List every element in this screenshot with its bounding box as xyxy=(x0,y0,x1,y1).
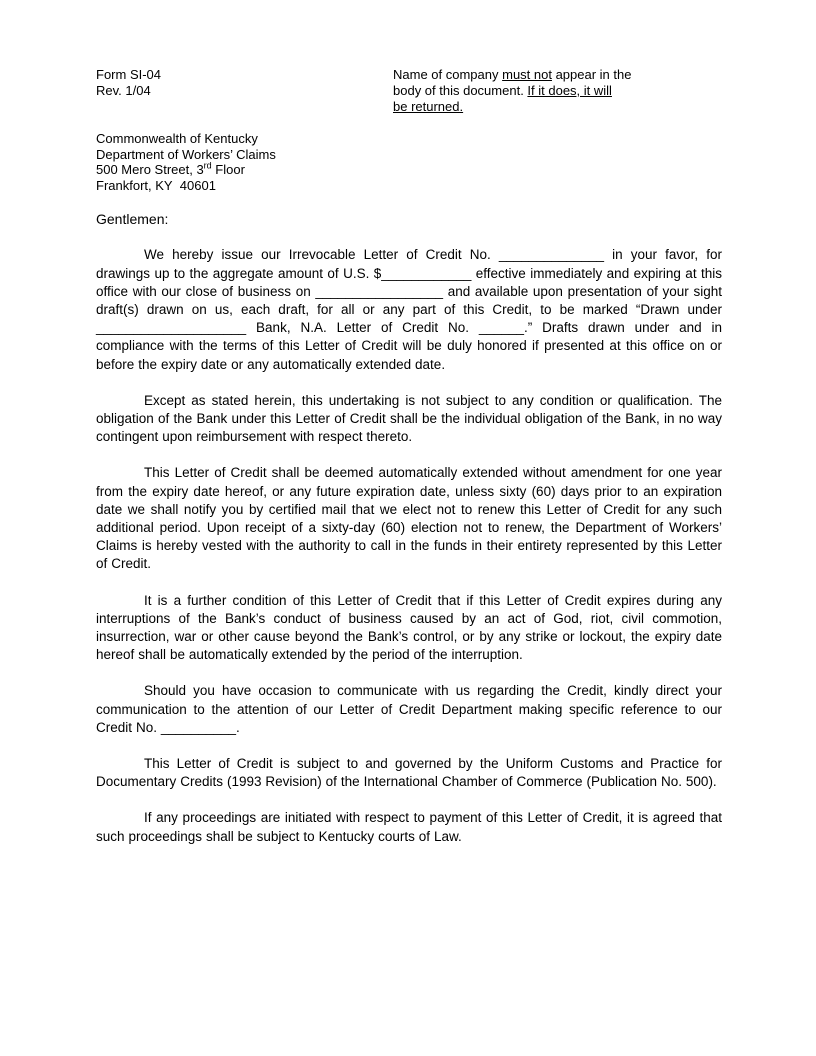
salutation: Gentlemen: xyxy=(96,211,169,228)
agency-address xyxy=(96,131,722,193)
notice-text: body of this document. xyxy=(393,82,528,98)
notice-text: appear in the xyxy=(551,67,632,82)
address-line-city: Frankfort, KY 40601 xyxy=(96,177,216,193)
paragraph-communication: Should you have occasion to communicate with us regarding the Credit, kindly direct your communication to the attention of our Letter of Credit Department making specific reference to our Credit No. __________. xyxy=(96,683,722,735)
notice-underlined-text: If it does, it will xyxy=(527,82,612,98)
paragraph-governing-rules: This Letter of Credit is subject to and governed by the Uniform Customs and Practice for Documentary Credits (1993 Revision) of the International Chamber of Commerce (Publication No. 500). xyxy=(96,756,722,790)
notice-text: Name of company xyxy=(393,67,503,82)
street-text: Floor xyxy=(211,162,245,178)
address-line-street xyxy=(96,162,722,178)
paragraph-unconditional-obligation: Except as stated herein, this undertaking is not subject to any condition or qualification. The obligation of the Bank under this Letter of Credit shall be the individual obligation of the Bank, in no way contingent upon reimbursement with respect thereto. xyxy=(96,392,722,445)
paragraph-business-interruption: It is a further condition of this Letter of Credit that if this Letter of Credit expires during any interruptions of the Bank’s conduct of business caused by an act of God, riot, civil commotion, insurrection, war or other cause beyond the Bank’s control, or by any strike or lockout, the expiry date hereof shall be automatically extended by the period of the interruption. xyxy=(96,592,722,663)
form-number: Form SI-04 xyxy=(96,67,162,82)
ordinal-suffix: rd xyxy=(203,160,212,171)
address-line-agency: Commonwealth of Kentucky xyxy=(96,131,258,146)
notice-line-3 xyxy=(393,99,693,115)
notice-line-2 xyxy=(393,83,693,99)
notice-underlined-text: must not xyxy=(502,67,552,82)
paragraph-jurisdiction: If any proceedings are initiated with respect to payment of this Letter of Credit, it is agreed that such proceedings shall be subject to Kentucky courts of Law. xyxy=(96,810,722,844)
company-name-notice xyxy=(393,67,693,114)
street-text: 500 Mero Street, 3 xyxy=(96,162,204,178)
address-line-department: Department of Workers’ Claims xyxy=(96,146,276,162)
paragraph-automatic-extension: This Letter of Credit shall be deemed automatically extended without amendment for one year from the expiry date hereof, or any future expiration date, unless sixty (60) days prior to an expiration date we shall notify you by certified mail that we elect not to renew this Letter of Credit for any such additional period. Upon receipt of a sixty-day (60) election not to renew, the Department of Workers’ Claims is hereby vested with the authority to call in the funds in their entirety represented by this Letter of Credit. xyxy=(96,465,722,572)
document-content xyxy=(96,67,722,846)
form-id-block xyxy=(96,67,161,99)
notice-underlined-text: be returned. xyxy=(393,98,464,114)
paragraph-issuance: We hereby issue our Irrevocable Letter of Credit No. ______________ in your favor, for drawings up to the aggregate amount of U.S. $____________ effective immediately and expiring at this office with our close of business on _________________ and available upon presentation of your sight draft(s) drawn on us, each draft, for all or any part of this Credit, to be marked “Drawn under ____________________ Bank, N.A. Letter of Credit No. ______.” Drafts drawn under and in compliance with the terms of this Letter of Credit will be duly honored if presented at this office on or before the expiry date or any automatically extended date. xyxy=(96,247,722,372)
document-header xyxy=(96,67,722,115)
notice-line-1 xyxy=(393,67,693,83)
form-revision: Rev. 1/04 xyxy=(96,82,151,98)
